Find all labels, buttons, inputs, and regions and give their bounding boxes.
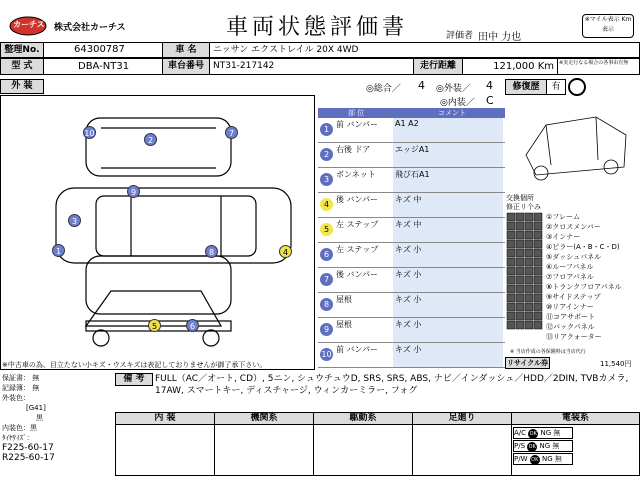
mileage-value: 121,000 Km bbox=[462, 58, 558, 75]
electrical-ok: OK bbox=[528, 444, 536, 450]
mileage-note: ※実走行なる場合の各事由有無 bbox=[557, 58, 640, 75]
frame-grid-cell bbox=[525, 249, 533, 257]
frame-grid-cell bbox=[516, 240, 524, 248]
frame-grid-cell bbox=[534, 303, 542, 311]
frame-grid-cell bbox=[534, 258, 542, 266]
inspection-number: 1 bbox=[320, 123, 333, 136]
frame-grid-cell bbox=[507, 258, 515, 266]
inspection-part: 後 バンパー bbox=[336, 195, 378, 204]
frame-grid-icon bbox=[506, 212, 546, 332]
inspection-number: 10 bbox=[321, 350, 332, 359]
inspection-row bbox=[318, 143, 505, 168]
exterior-color-label: 外装色： bbox=[2, 394, 30, 402]
frame-grid-cell bbox=[525, 240, 533, 248]
inspection-number: 4 bbox=[320, 198, 333, 211]
frame-grid-cell bbox=[516, 258, 524, 266]
frame-grid-cell bbox=[507, 267, 515, 275]
frame-grid-cell bbox=[525, 267, 533, 275]
interior-color-value: 黒 bbox=[30, 424, 37, 432]
frame-grid-cell bbox=[507, 249, 515, 257]
frame-diagram bbox=[506, 95, 640, 190]
frame-grid-cell bbox=[507, 231, 515, 239]
interior-color-label: 内装色： bbox=[2, 424, 30, 432]
bottom-cell-interior bbox=[115, 424, 215, 476]
inspection-note: キズ 中 bbox=[393, 193, 503, 217]
frame-grid-cell bbox=[525, 294, 533, 302]
tire-label: ﾀｲﾔｻｲｽﾞ： bbox=[2, 434, 34, 442]
exterior-color-code: [G41] bbox=[26, 404, 46, 412]
electrical-ok: OK bbox=[531, 457, 539, 463]
inspection-number: 2 bbox=[320, 148, 333, 161]
ref-label: 整理No. bbox=[0, 42, 44, 58]
frame-grid-cell bbox=[525, 312, 533, 320]
frame-grid-cell bbox=[516, 267, 524, 275]
frame-grid-cell bbox=[516, 231, 524, 239]
exterior-color-name: 黒 bbox=[36, 414, 43, 422]
bottom-cell-engine bbox=[214, 424, 314, 476]
repair-stamp-icon bbox=[568, 78, 586, 96]
inspection-note: キズ 小 bbox=[393, 243, 503, 267]
left-info bbox=[2, 373, 112, 463]
inspection-note: キズ 中 bbox=[393, 218, 503, 242]
mileage-label: 走行距離 bbox=[413, 58, 463, 75]
frame-grid-cell bbox=[534, 276, 542, 284]
inspection-row bbox=[318, 218, 505, 243]
frame-item: ①フレーム bbox=[546, 213, 580, 221]
total-grade-label: ◎総合／ bbox=[366, 84, 401, 94]
frame-grid-cell bbox=[507, 285, 515, 293]
electrical-label: P/W bbox=[514, 455, 528, 463]
outer-grade-label: ◎外装／ bbox=[436, 84, 471, 94]
inspection-row bbox=[318, 243, 505, 268]
inspection-row bbox=[318, 318, 505, 343]
marker-9[interactable]: 9 bbox=[127, 185, 140, 198]
inspection-number: 5 bbox=[320, 223, 333, 236]
inspection-number: 6 bbox=[320, 248, 333, 261]
frame-grid-cell bbox=[534, 321, 542, 329]
inspection-part: 右後 ドア bbox=[336, 145, 371, 154]
marker-7[interactable]: 7 bbox=[225, 126, 238, 139]
frame-grid-cell bbox=[534, 222, 542, 230]
bottom-header-engine: 機関系 bbox=[214, 412, 314, 425]
frame-car-icon bbox=[506, 95, 640, 190]
electrical-row bbox=[513, 427, 573, 439]
bottom-header-drive: 駆動系 bbox=[313, 412, 413, 425]
inspection-header-note: コメント bbox=[438, 109, 466, 117]
frame-item: ⑫バックパネル bbox=[546, 323, 595, 331]
frame-grid-cell bbox=[507, 303, 515, 311]
car-diagram bbox=[0, 95, 315, 370]
inspection-note: キズ 小 bbox=[393, 318, 503, 342]
inspection-number: 7 bbox=[320, 273, 333, 286]
bottom-header-interior: 内 装 bbox=[115, 412, 215, 425]
model-value: DBA-NT31 bbox=[43, 58, 163, 75]
marker-6[interactable]: 6 bbox=[186, 319, 199, 332]
evaluator-name: 田中 力也 bbox=[478, 32, 522, 43]
marker-1[interactable]: 1 bbox=[52, 244, 65, 257]
inspection-header-part: 部 位 bbox=[348, 109, 365, 117]
record-row bbox=[2, 383, 112, 393]
frame-grid-cell bbox=[534, 267, 542, 275]
marker-4[interactable]: 4 bbox=[279, 245, 292, 258]
frame-title-2: 修正リ个み bbox=[506, 203, 541, 211]
frame-grid-cell bbox=[534, 231, 542, 239]
inspection-part: 前 バンパー bbox=[336, 345, 378, 354]
record-label: 記録簿： bbox=[2, 384, 30, 392]
inspection-note: 飛び石A1 bbox=[393, 168, 503, 192]
frame-grid-cell bbox=[507, 222, 515, 230]
frame-item: ⑥ルーフパネル bbox=[546, 263, 594, 271]
frame-grid-cell bbox=[534, 294, 542, 302]
frame-grid-cell bbox=[534, 285, 542, 293]
inspection-part: ボンネット bbox=[336, 170, 376, 179]
frame-grid-cell bbox=[516, 222, 524, 230]
frame-item: ⑦フロアパネル bbox=[546, 273, 594, 281]
frame-grid-cell bbox=[516, 321, 524, 329]
warranty-row bbox=[2, 373, 112, 383]
inspection-part: 前 バンパー bbox=[336, 120, 378, 129]
inspection-row bbox=[318, 168, 505, 193]
frame-grid-cell bbox=[534, 312, 542, 320]
frame-grid-cell bbox=[516, 276, 524, 284]
chassis-label: 車台番号 bbox=[162, 58, 210, 75]
bottom-header-electrical: 電装系 bbox=[511, 412, 640, 425]
inspection-row bbox=[318, 268, 505, 293]
electrical-ng: NG bbox=[540, 429, 552, 437]
inspection-note: A1 A2 bbox=[393, 118, 503, 142]
outer-grade-value: 4 bbox=[486, 79, 493, 92]
inspection-row bbox=[318, 118, 505, 143]
car-name-label: 車 名 bbox=[162, 42, 210, 58]
model-label: 型 式 bbox=[0, 58, 44, 75]
inspection-note: キズ 小 bbox=[393, 268, 503, 292]
frame-grid-cell bbox=[516, 294, 524, 302]
electrical-ng: NG bbox=[541, 455, 553, 463]
tire-front: F225-60-17 bbox=[2, 443, 54, 453]
marker-3[interactable]: 3 bbox=[68, 214, 81, 227]
frame-grid-cell bbox=[525, 231, 533, 239]
frame-grid-cell bbox=[525, 321, 533, 329]
company-logo bbox=[8, 14, 48, 38]
inspection-number: 8 bbox=[320, 298, 333, 311]
frame-title-1: 交換個所 bbox=[506, 194, 534, 202]
frame-grid-cell bbox=[525, 285, 533, 293]
frame-grid-cell bbox=[507, 213, 515, 221]
exterior-color-row bbox=[2, 393, 112, 403]
marker-10[interactable]: 10 bbox=[83, 126, 96, 139]
frame-grid-cell bbox=[507, 312, 515, 320]
inner-grade-label: ◎内装／ bbox=[440, 98, 475, 108]
chassis-value: NT31-217142 bbox=[209, 58, 414, 75]
frame-grid-cell bbox=[534, 249, 542, 257]
record-value: 無 bbox=[32, 384, 40, 392]
recycle-note: ※ 当店作成の各保険料は当店代行 bbox=[510, 349, 586, 355]
frame-grid-cell bbox=[525, 222, 533, 230]
inspection-note: キズ 小 bbox=[393, 293, 503, 317]
frame-grid-cell bbox=[516, 249, 524, 257]
frame-item: ③インナー bbox=[546, 233, 581, 241]
total-grade-value: 4 bbox=[418, 79, 425, 92]
document-title: 車両状態評価書 bbox=[226, 15, 409, 40]
repair-history-label: 修復歴 bbox=[505, 79, 547, 95]
frame-grid-cell bbox=[507, 240, 515, 248]
electrical-status: 無 bbox=[553, 429, 561, 437]
electrical-row bbox=[513, 440, 573, 452]
inspection-part: 左 ステップ bbox=[336, 245, 379, 254]
frame-grid-cell bbox=[516, 303, 524, 311]
inspection-part: 屋根 bbox=[336, 320, 352, 329]
logo-text: カーチス bbox=[13, 20, 45, 29]
company-name: 株式会社カーチス bbox=[54, 23, 126, 33]
frame-item: ④ピラー(A・B・C・D) bbox=[546, 243, 620, 251]
frame-item-list bbox=[546, 212, 622, 342]
inspection-part: 屋根 bbox=[336, 295, 352, 304]
inspection-row bbox=[318, 293, 505, 318]
marker-5[interactable]: 5 bbox=[148, 319, 161, 332]
inspection-part: 後 バンパー bbox=[336, 270, 378, 279]
recycle-label: リサイクル券 bbox=[506, 359, 549, 367]
exterior-label: 外 装 bbox=[0, 79, 44, 94]
tire-rear: R225-60-17 bbox=[2, 453, 55, 463]
inspection-row bbox=[318, 343, 505, 368]
diagram-note: ※中古車の為、目立たない小キズ・ウスキズは表記しておりませんが御了承下さい。 bbox=[2, 361, 267, 369]
marker-8[interactable]: 8 bbox=[205, 245, 218, 258]
equipment-label: 備 考 bbox=[115, 373, 153, 386]
electrical-ok: OK bbox=[529, 431, 537, 437]
inspection-note: エッジA1 bbox=[393, 143, 503, 167]
badge-line-2: 表示 bbox=[601, 26, 614, 33]
frame-grid-cell bbox=[507, 321, 515, 329]
badge-line-1: ※マイル表示 Km bbox=[584, 16, 632, 23]
inspection-part: 左 ステップ bbox=[336, 220, 379, 229]
inspection-row bbox=[318, 193, 505, 218]
frame-grid-cell bbox=[507, 294, 515, 302]
frame-item: ⑬リアクォーター bbox=[546, 333, 602, 341]
equipment-text: FULL（AC／オート, CD）, 5ニン, シュウチュウD, SRS, SRS, ABS, ナビ／インダッシュ／HDD／2DIN, TVBカメラ, 17AW, スマートキー, ディスチャージ, ウィンカーミラー, フォグ bbox=[155, 374, 629, 396]
bottom-cell-drive bbox=[313, 424, 413, 476]
warranty-value: 無 bbox=[32, 374, 40, 382]
frame-grid-cell bbox=[525, 258, 533, 266]
inspection-number: 9 bbox=[320, 323, 333, 336]
frame-item: ⑧トランクフロアパネル bbox=[546, 283, 622, 291]
inspection-number: 3 bbox=[320, 173, 333, 186]
frame-item: ⑪コアサポート bbox=[546, 313, 595, 321]
frame-grid bbox=[506, 212, 546, 335]
frame-item: ⑩リアインナー bbox=[546, 303, 594, 311]
interior-color-row bbox=[2, 423, 112, 433]
mileage-badge bbox=[582, 14, 634, 38]
ref-value: 64300787 bbox=[43, 42, 163, 58]
bottom-header-suspension: 足廻り bbox=[412, 412, 512, 425]
inspection-note: キズ 小 bbox=[393, 343, 503, 367]
frame-item: ②クロスメンバー bbox=[546, 223, 601, 231]
electrical-label: A/C bbox=[514, 429, 527, 437]
frame-grid-cell bbox=[507, 276, 515, 284]
recycle-value: 11,540円 bbox=[600, 360, 632, 368]
repair-history-value: 有 bbox=[546, 79, 566, 95]
frame-grid-cell bbox=[534, 213, 542, 221]
electrical-label: P/S bbox=[514, 442, 526, 450]
frame-grid-cell bbox=[516, 312, 524, 320]
car-name-value: ニッサン エクストレイル 20X 4WD bbox=[209, 42, 640, 58]
frame-item: ⑨サイドステップ bbox=[546, 293, 601, 301]
evaluator-label: 評価者 bbox=[446, 31, 474, 41]
electrical-status: 無 bbox=[554, 455, 562, 463]
frame-grid-cell bbox=[525, 303, 533, 311]
frame-grid-cell bbox=[516, 213, 524, 221]
electrical-row bbox=[513, 453, 573, 465]
warranty-label: 保証書： bbox=[2, 374, 30, 382]
bottom-cell-suspension bbox=[412, 424, 512, 476]
marker-2[interactable]: 2 bbox=[144, 133, 157, 146]
frame-grid-cell bbox=[534, 240, 542, 248]
electrical-ng: NG bbox=[539, 442, 551, 450]
inspection-header bbox=[318, 108, 505, 118]
electrical-status: 無 bbox=[552, 442, 560, 450]
inner-grade-value: C bbox=[486, 94, 494, 107]
frame-item: ⑤ダッシュパネル bbox=[546, 253, 602, 261]
frame-grid-cell bbox=[525, 213, 533, 221]
frame-grid-cell bbox=[525, 276, 533, 284]
frame-grid-cell bbox=[516, 285, 524, 293]
